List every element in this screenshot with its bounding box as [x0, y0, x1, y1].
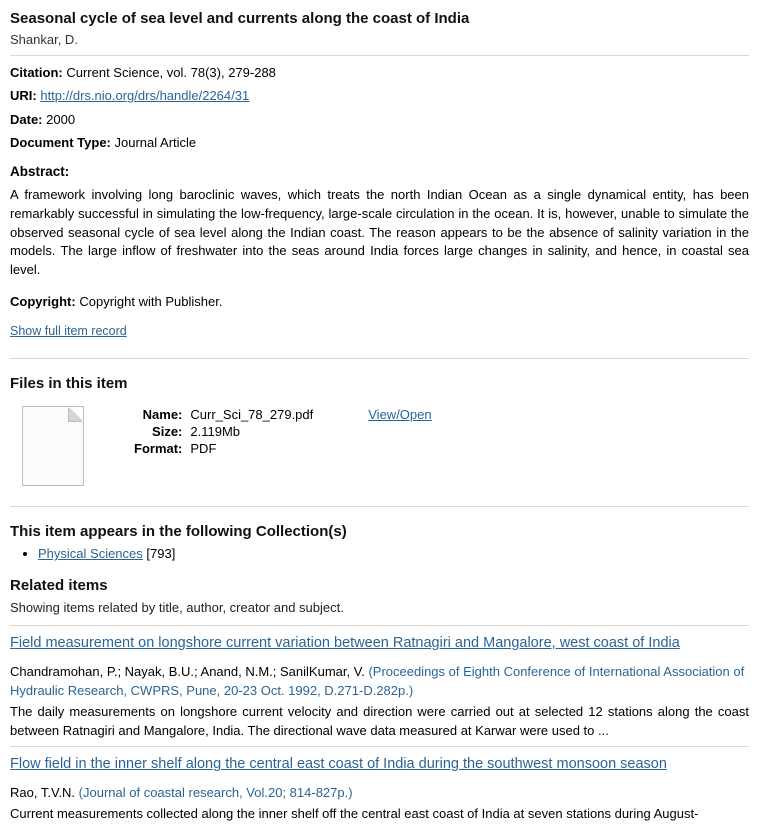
date-value: 2000	[46, 111, 76, 127]
related-items-heading: Related items	[10, 577, 108, 595]
collection-link-physical-sciences[interactable]: Physical Sciences	[38, 546, 143, 562]
related-item	[10, 755, 749, 824]
related-item-source: (Journal of coastal research, Vol.20; 814-827p.)	[78, 785, 353, 801]
file-size-label: Size:	[152, 424, 183, 440]
related-item	[10, 634, 749, 740]
related-item-authors	[10, 784, 749, 803]
file-format-value: PDF	[190, 441, 217, 457]
metadata-row-citation	[10, 64, 749, 82]
list-item	[38, 546, 749, 561]
file-name-value: Curr_Sci_78_279.pdf	[190, 407, 314, 423]
divider	[10, 506, 749, 507]
view-open-link[interactable]: View/Open	[368, 407, 432, 423]
collections-list	[10, 546, 749, 561]
related-item-abstract: The daily measurements on longshore current velocity and direction were carried out at selected 12 stations along the coast between Ratnagiri and Mangalore, India. The directional wave data measured at Karwar were used to ...	[10, 703, 749, 738]
item-author: Shankar, D.	[10, 31, 78, 47]
document-type-value: Journal Article	[114, 135, 197, 151]
abstract-text: A framework involving long baroclinic waves, which treats the north Indian Ocean as a single dynamical entity, has been remarkably successful in simulating the low-frequency, large-scale circulation in the ocean. It is, however, unable to simulate the observed seasonal cycle of sea level along the Indian coast. The reason appears to be the absence of salinity variation in the models. The large inflow of freshwater into the seas around India forces large changes in salinity, and hence, in coastal sea level.	[10, 186, 749, 278]
metadata-row-uri	[10, 87, 749, 105]
files-heading: Files in this item	[10, 375, 128, 393]
abstract-label: Abstract:	[10, 163, 70, 179]
table-row	[134, 423, 313, 440]
collections-heading: This item appears in the following Collection(s)	[10, 523, 347, 541]
uri-label: URI:	[10, 88, 37, 104]
collection-count: [793]	[146, 546, 176, 562]
file-name-label: Name:	[142, 407, 183, 423]
file-format-label: Format:	[134, 441, 183, 457]
show-full-item-record-link[interactable]: Show full item record	[10, 324, 127, 339]
related-item-author-names: Rao, T.V.N.	[10, 785, 76, 801]
uri-link[interactable]: http://drs.nio.org/drs/handle/2264/31	[40, 88, 250, 104]
date-label: Date:	[10, 111, 43, 127]
file-thumbnail-icon[interactable]	[22, 406, 84, 486]
file-size-value: 2.119Mb	[190, 424, 241, 440]
related-item-title[interactable]: Field measurement on longshore current variation between Ratnagiri and Mangalore, west coast of India	[10, 635, 680, 652]
table-row	[134, 406, 313, 423]
files-list	[10, 406, 749, 486]
divider	[10, 358, 749, 359]
related-item-title[interactable]: Flow field in the inner shelf along the central east coast of India during the southwest monsoon season	[10, 756, 667, 773]
copyright-label: Copyright:	[10, 294, 76, 310]
item-record	[10, 10, 749, 824]
divider	[10, 625, 749, 626]
document-type-label: Document Type:	[10, 135, 111, 151]
citation-value: Current Science, vol. 78(3), 279-288	[66, 64, 276, 80]
related-item-abstract: Current measurements collected along the inner shelf off the central east coast of India at seven stations during August-	[10, 806, 699, 822]
divider	[10, 746, 749, 747]
view-open-container	[368, 406, 431, 422]
file-metadata-table	[134, 406, 313, 457]
related-item-author-names: Chandramohan, P.; Nayak, B.U.; Anand, N.M.; SanilKumar, V.	[10, 664, 365, 679]
copyright-value: Copyright with Publisher.	[79, 294, 223, 310]
divider	[10, 55, 749, 56]
table-row	[134, 440, 313, 457]
copyright-row	[10, 294, 749, 309]
related-items-subheading: Showing items related by title, author, creator and subject.	[10, 600, 344, 616]
citation-label: Citation:	[10, 64, 63, 80]
related-item-source: (Proceedings of Eighth Conference of International Association of Hydraulic Research, CWPRS, Pune, 20-23 Oct. 1992, D.271-D.282p.)	[10, 664, 745, 698]
page-title: Seasonal cycle of sea level and currents along the coast of India	[10, 10, 470, 27]
metadata-row-date	[10, 111, 749, 129]
spacer	[10, 486, 749, 500]
metadata-row-document-type	[10, 134, 749, 152]
related-item-authors	[10, 663, 749, 701]
